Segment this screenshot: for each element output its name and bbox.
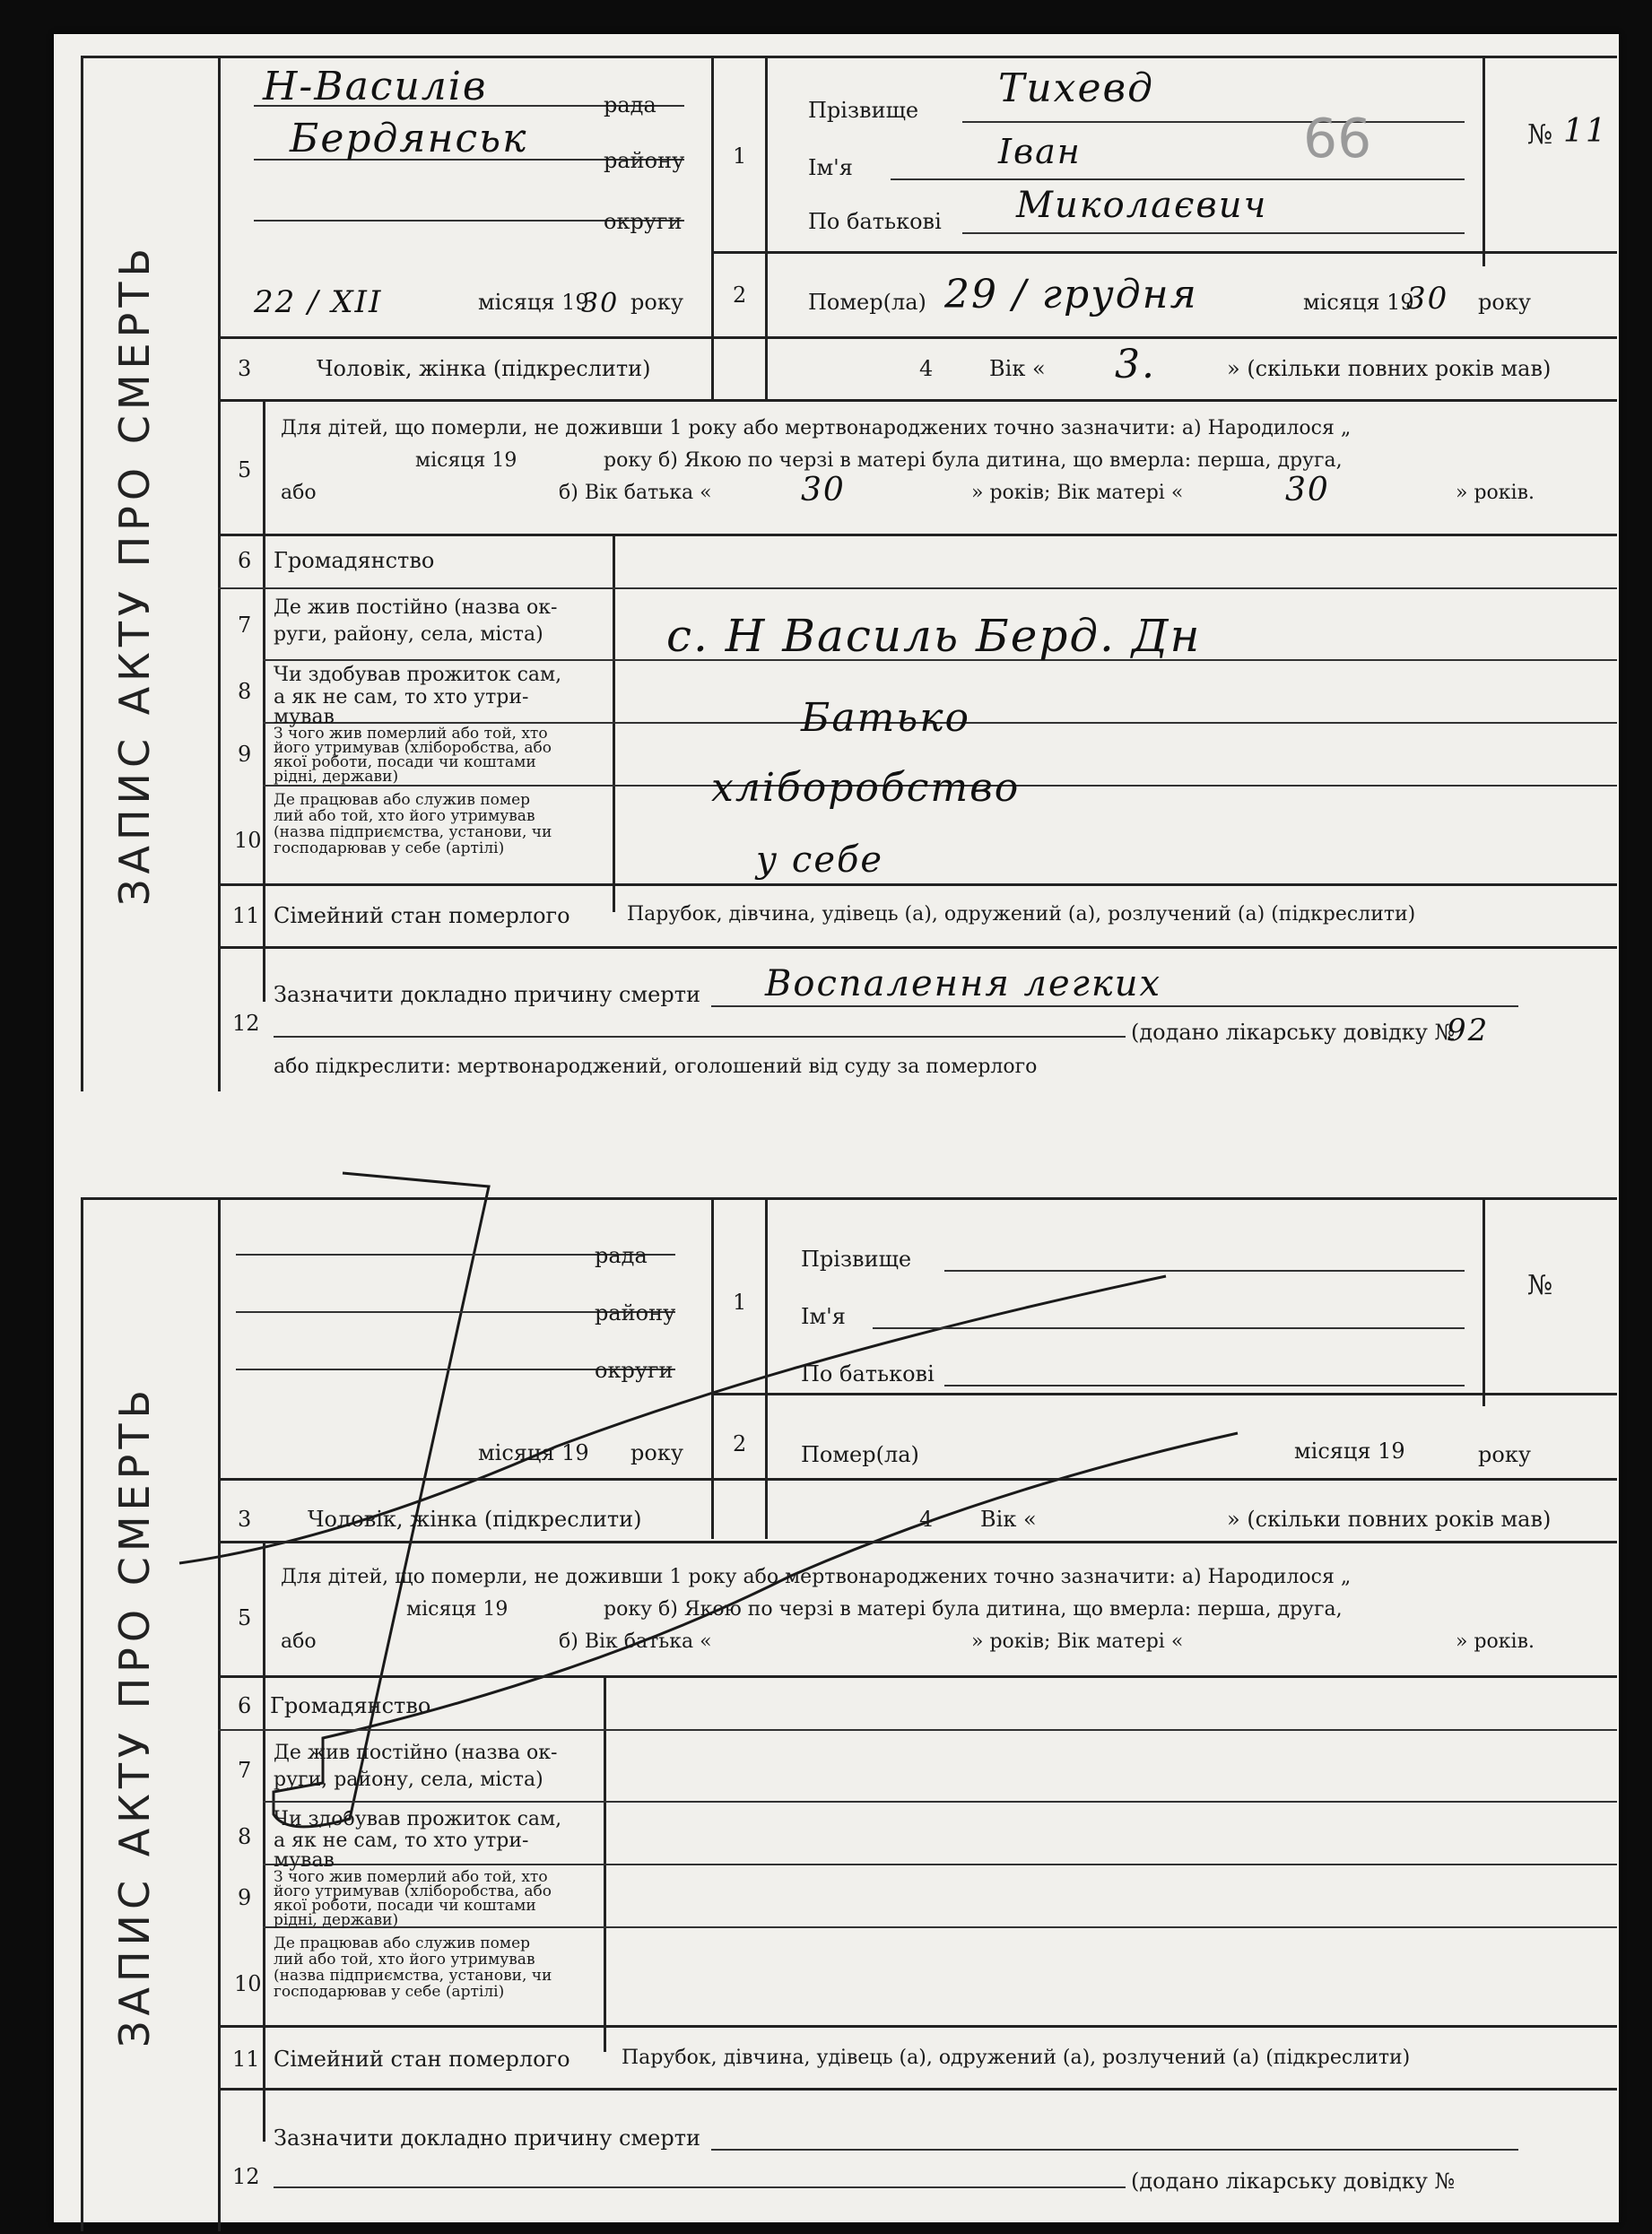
row-number: 3 [238, 356, 252, 381]
label-workplace-2: лий або той, хто його утримував [274, 807, 535, 825]
label-livelihood-4: рідні, держави) [274, 1911, 399, 1929]
row-number: 4 [919, 356, 934, 381]
row-number: 10 [234, 1971, 262, 1996]
cause-value: Воспалення легких [765, 963, 1162, 1004]
label-workplace-2: лий або той, хто його утримував [274, 1951, 535, 1969]
row-number: 10 [234, 828, 262, 853]
label-row5-or: або [281, 1630, 317, 1653]
label-okrug: округи [595, 1358, 674, 1383]
label-livelihood-3: якої роботи, посади чи коштами [274, 753, 536, 771]
label-record-no: № [1527, 1270, 1553, 1301]
label-died: Помер(ла) [808, 290, 926, 315]
label-workplace: Де працював або служив помер [274, 791, 531, 809]
row-number: 8 [238, 679, 252, 704]
label-name: Ім'я [801, 1304, 846, 1329]
label-certificate: (додано лікарську довідку № [1131, 2169, 1456, 2194]
label-workplace-3: (назва підприємства, установи, чи [274, 1967, 552, 1985]
supported-by-value: Батько [801, 695, 971, 741]
mother-age-value: 30 [1285, 472, 1330, 509]
label-marital: Сімейний стан померлого [274, 2047, 570, 2072]
side-title: ЗАПИС АКТУ ПРО СМЕРТЬ [110, 1384, 159, 2047]
label-workplace-4: господарював у себе (артілі) [274, 1983, 505, 2001]
label-support: Чи здобував прожиток сам, [274, 664, 562, 686]
label-livelihood: З чого жив померлий або той, хто [274, 725, 548, 743]
row-number: 12 [232, 1011, 260, 1036]
rule [218, 58, 221, 1091]
livelihood-value: хліборобство [711, 765, 1021, 811]
label-age: Вік « [989, 356, 1046, 381]
label-row5-line1: Для дітей, що померли, не доживши 1 року або мертвонароджених точно зазначити: а) Народилося „ [281, 1566, 1352, 1588]
row-number: 6 [238, 1693, 252, 1718]
row-number: 9 [238, 1885, 252, 1910]
label-row5-line2: року б) Якою по черзі в матері була дитина, що вмерла: перша, друга, [604, 449, 1343, 472]
label-workplace-3: (назва підприємства, установи, чи [274, 823, 552, 841]
council-value: Н-Василів [263, 64, 488, 109]
label-support-3: мував [274, 706, 335, 728]
label-year-died: року [1478, 290, 1531, 315]
row-number: 11 [232, 903, 260, 928]
row-number: 7 [238, 1758, 252, 1783]
row-number: 8 [238, 1824, 252, 1849]
label-rada: рада [595, 1243, 648, 1268]
label-marital-options: Парубок, дівчина, удівець (а), одружений (а), розлучений (а) (підкреслити) [622, 2047, 1411, 2069]
label-cause: Зазначити докладно причину смерти [274, 982, 700, 1007]
label-rada: рада [604, 92, 656, 117]
label-raion: району [595, 1300, 676, 1326]
label-sex: Чоловік, жінка (підкреслити) [317, 356, 651, 381]
label-marital: Сімейний стан померлого [274, 903, 570, 928]
row-number: 3 [238, 1507, 252, 1532]
label-row5-end: » років. [1456, 1630, 1535, 1653]
label-surname: Прізвище [808, 98, 919, 123]
label-citizenship: Громадянство [270, 1693, 431, 1718]
label-livelihood-2: його утримував (хліборобства, або [274, 739, 552, 757]
label-record-no: № [1527, 119, 1553, 151]
label-workplace-4: господарював у себе (артілі) [274, 839, 505, 857]
record-year-value: 30 [581, 288, 620, 319]
label-sex: Чоловік, жінка (підкреслити) [308, 1507, 642, 1532]
record-date-value: 22 / XII [254, 284, 383, 320]
label-row5-or: або [281, 482, 317, 504]
label-livelihood: З чого жив померлий або той, хто [274, 1868, 548, 1886]
row-number: 9 [238, 742, 252, 767]
row-number: 1 [733, 1290, 747, 1315]
death-year-value: 30 [1406, 281, 1449, 317]
label-month-year: місяця 19 [478, 290, 589, 315]
row-number: 1 [733, 143, 747, 169]
label-row5-month: місяця 19 [406, 1598, 509, 1621]
label-age-tail: » (скільки повних років мав) [1227, 356, 1552, 381]
label-support-2: а як не сам, то хто утри- [274, 686, 529, 708]
label-residence: Де жив постійно (назва ок- [274, 1742, 558, 1764]
district-value: Бердянськ [290, 116, 528, 161]
label-row5-line2: року б) Якою по черзі в матері була дитина, що вмерла: перша, друга, [604, 1598, 1343, 1621]
row-number: 2 [733, 283, 747, 308]
label-row5-line1: Для дітей, що померли, не доживши 1 року або мертвонароджених точно зазначити: а) Народилося „ [281, 417, 1352, 439]
label-stillborn: або підкреслити: мертвонароджений, оголошений від суду за померлого [274, 1056, 1038, 1078]
row-number: 2 [733, 1431, 747, 1456]
label-age-tail: » (скільки повних років мав) [1227, 1507, 1552, 1532]
label-father-age: б) Вік батька « [559, 1630, 712, 1653]
age-value: 3. [1115, 342, 1156, 387]
label-year: року [630, 290, 683, 315]
label-year: року [630, 1440, 683, 1465]
father-age-value: 30 [801, 472, 846, 509]
row-number: 5 [238, 1605, 252, 1630]
row-number: 11 [232, 2047, 260, 2072]
label-livelihood-2: його утримував (хліборобства, або [274, 1882, 552, 1900]
death-record-form-1 [81, 56, 1617, 1091]
side-title: ЗАПИС АКТУ ПРО СМЕРТЬ [110, 242, 159, 906]
label-citizenship: Громадянство [274, 548, 435, 573]
pencil-number: 66 [1303, 108, 1372, 170]
residence-value: с. Н Василь Берд. Дн [666, 610, 1202, 662]
label-row5-month: місяця 19 [415, 449, 517, 472]
label-livelihood-3: якої роботи, посади чи коштами [274, 1897, 536, 1915]
label-livelihood-4: рідні, держави) [274, 768, 399, 786]
label-month-year-died: місяця 19 [1294, 1439, 1405, 1464]
label-surname: Прізвище [801, 1247, 912, 1272]
label-mother-age: » років; Вік матері « [971, 1630, 1184, 1653]
surname-value: Тихевд [998, 65, 1155, 111]
name-value: Іван [998, 132, 1082, 171]
label-cause: Зазначити докладно причину смерти [274, 2125, 700, 2151]
row-number: 7 [238, 613, 252, 638]
death-record-form-2 [81, 1197, 1617, 2231]
label-support: Чи здобував прожиток сам, [274, 1808, 562, 1830]
label-age: Вік « [980, 1507, 1037, 1532]
label-residence-2: руги, району, села, міста) [274, 623, 543, 646]
label-row5-end: » років. [1456, 482, 1535, 504]
label-patronymic: По батькові [801, 1361, 935, 1386]
label-workplace: Де працював або служив помер [274, 1934, 531, 1952]
label-support-3: мував [274, 1849, 335, 1872]
label-marital-options: Парубок, дівчина, удівець (а), одружений (а), розлучений (а) (підкреслити) [627, 903, 1416, 926]
label-mother-age: » років; Вік матері « [971, 482, 1184, 504]
label-support-2: а як не сам, то хто утри- [274, 1830, 529, 1852]
row-number: 5 [238, 457, 252, 482]
label-residence-2: руги, району, села, міста) [274, 1769, 543, 1791]
row-number: 4 [919, 1507, 934, 1532]
label-month-year: місяця 19 [478, 1440, 589, 1465]
label-month-year-died: місяця 19 [1303, 290, 1414, 315]
label-year-died: року [1478, 1442, 1531, 1467]
label-raion: району [604, 148, 685, 173]
label-father-age: б) Вік батька « [559, 482, 712, 504]
label-name: Ім'я [808, 155, 853, 180]
label-certificate: (додано лікарську довідку № [1131, 1020, 1456, 1045]
death-date-value: 29 / грудня [944, 272, 1198, 317]
record-no-value: 11 [1563, 113, 1608, 150]
label-okrug: округи [604, 209, 683, 234]
label-residence: Де жив постійно (назва ок- [274, 596, 558, 619]
row-number: 12 [232, 2164, 260, 2189]
certificate-value: 92 [1447, 1013, 1490, 1048]
row-number: 6 [238, 548, 252, 573]
label-patronymic: По батькові [808, 209, 942, 234]
patronymic-value: Миколаєвич [1016, 185, 1268, 226]
label-died: Помер(ла) [801, 1442, 919, 1467]
workplace-value: у себе [756, 839, 884, 881]
